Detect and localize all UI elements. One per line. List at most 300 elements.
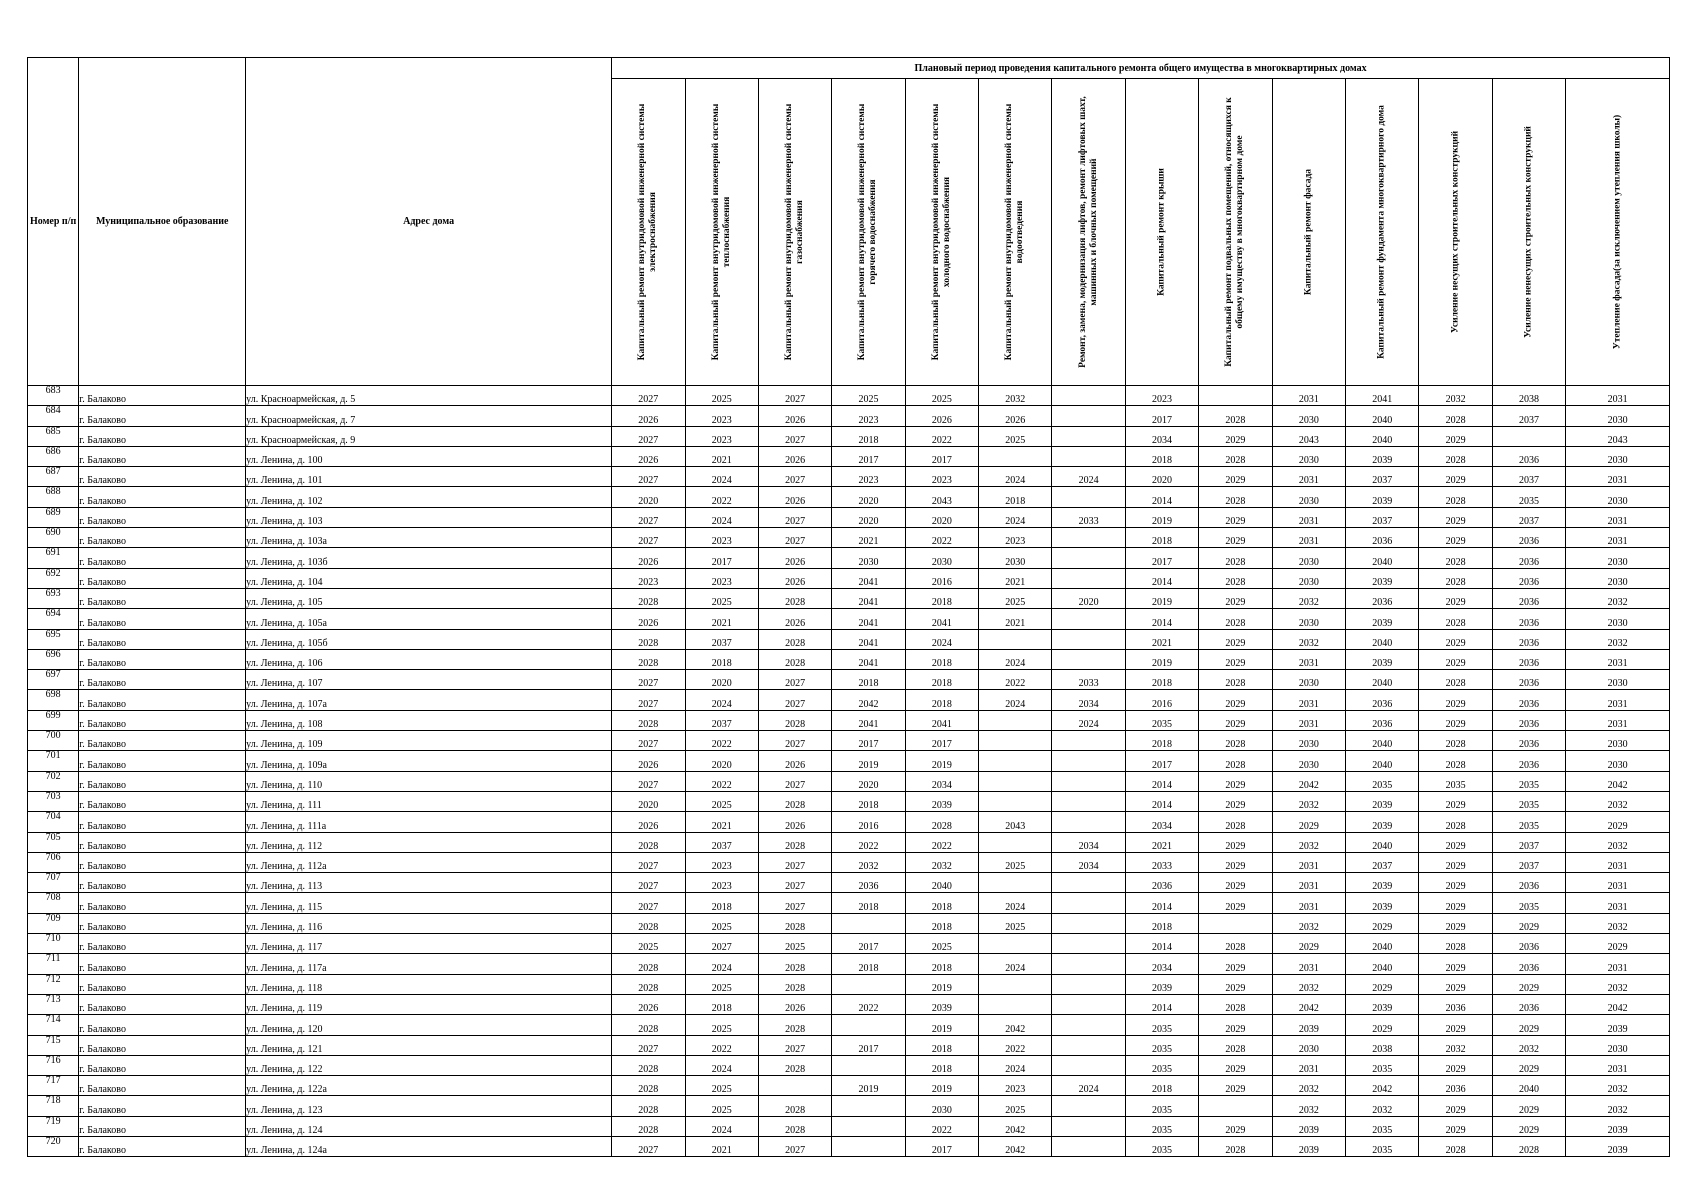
municipality-cell: г. Балаково [79,873,246,893]
year-cell: 2035 [1492,812,1565,832]
year-cell: 2029 [1199,771,1272,791]
year-cell: 2014 [1125,791,1198,811]
address-cell: ул. Ленина, д. 106 [246,649,612,669]
year-cell: 2021 [685,1136,758,1156]
year-cell: 2040 [905,873,978,893]
row-number-cell: 709 [28,913,79,933]
year-cell: 2029 [1199,629,1272,649]
year-cell: 2026 [758,609,831,629]
year-cell: 2039 [1346,873,1419,893]
year-cell: 2036 [1492,568,1565,588]
year-cell: 2031 [1566,690,1670,710]
year-cell: 2024 [685,467,758,487]
year-cell: 2020 [905,507,978,527]
year-cell: 2031 [1272,690,1345,710]
year-cell: 2027 [758,386,831,406]
year-cell: 2028 [612,1116,685,1136]
row-number-cell: 690 [28,528,79,548]
year-cell: 2030 [979,548,1052,568]
year-cell: 2024 [979,1055,1052,1075]
year-cell: 2036 [1492,710,1565,730]
municipality-cell: г. Балаково [79,690,246,710]
header-work-label: Капитальный ремонт крыши [1156,168,1167,296]
year-cell [1199,1096,1272,1116]
year-cell: 2032 [1419,1035,1492,1055]
year-cell: 2030 [1272,568,1345,588]
year-cell: 2023 [685,568,758,588]
year-cell: 2017 [1125,751,1198,771]
year-cell: 2018 [1125,1076,1198,1096]
year-cell: 2030 [1272,670,1345,690]
year-cell: 2014 [1125,994,1198,1014]
year-cell: 2019 [905,751,978,771]
year-cell [1052,954,1125,974]
municipality-cell: г. Балаково [79,994,246,1014]
year-cell: 2028 [1199,1136,1272,1156]
header-work-label: Утепление фасада(за исключением утепления школы) [1612,114,1623,350]
year-cell: 2026 [758,548,831,568]
year-cell: 2029 [1199,588,1272,608]
year-cell: 2027 [612,1035,685,1055]
year-cell: 2036 [832,873,905,893]
address-cell: ул. Ленина, д. 109а [246,751,612,771]
year-cell: 2024 [979,954,1052,974]
municipality-cell: г. Балаково [79,832,246,852]
year-cell: 2029 [1419,893,1492,913]
year-cell: 2035 [1492,771,1565,791]
year-cell: 2028 [1419,751,1492,771]
year-cell: 2028 [1199,670,1272,690]
year-cell: 2032 [1419,386,1492,406]
year-cell: 2038 [1346,1035,1419,1055]
year-cell: 2029 [1419,629,1492,649]
year-cell: 2028 [612,1096,685,1116]
year-cell: 2028 [1199,446,1272,466]
municipality-cell: г. Балаково [79,771,246,791]
year-cell: 2027 [612,426,685,446]
year-cell: 2017 [832,1035,905,1055]
year-cell: 2018 [905,913,978,933]
header-work-1 [612,79,685,386]
year-cell [1052,1055,1125,1075]
year-cell: 2042 [979,1136,1052,1156]
year-cell: 2027 [612,528,685,548]
year-cell: 2024 [1052,467,1125,487]
year-cell: 2036 [1492,588,1565,608]
year-cell: 2028 [758,710,831,730]
table-row [28,731,1670,751]
table-row [28,710,1670,730]
year-cell: 2036 [1492,751,1565,771]
year-cell: 2028 [758,649,831,669]
year-cell: 2023 [832,467,905,487]
year-cell: 2028 [758,1116,831,1136]
year-cell: 2022 [685,1035,758,1055]
year-cell: 2018 [685,649,758,669]
year-cell [1052,1035,1125,1055]
year-cell: 2024 [905,629,978,649]
year-cell: 2027 [758,690,831,710]
year-cell: 2026 [612,812,685,832]
year-cell: 2032 [1272,1096,1345,1116]
year-cell: 2026 [612,406,685,426]
year-cell: 2040 [1346,629,1419,649]
year-cell: 2031 [1272,873,1345,893]
year-cell [979,771,1052,791]
year-cell: 2022 [685,487,758,507]
table-row [28,832,1670,852]
year-cell: 2026 [612,751,685,771]
municipality-cell: г. Балаково [79,649,246,669]
header-work-10 [1272,79,1345,386]
year-cell: 2029 [1419,873,1492,893]
table-row [28,467,1670,487]
year-cell: 2035 [1125,710,1198,730]
year-cell: 2032 [1492,1035,1565,1055]
row-number-cell: 699 [28,710,79,730]
year-cell: 2035 [1492,487,1565,507]
year-cell: 2032 [1272,913,1345,933]
year-cell: 2032 [1272,1076,1345,1096]
row-number-cell: 720 [28,1136,79,1156]
year-cell: 2030 [1566,751,1670,771]
year-cell: 2027 [612,507,685,527]
year-cell: 2032 [1566,913,1670,933]
year-cell [979,934,1052,954]
year-cell: 2025 [979,852,1052,872]
year-cell: 2038 [1492,386,1565,406]
municipality-cell: г. Балаково [79,548,246,568]
year-cell: 2043 [1272,426,1345,446]
year-cell: 2026 [758,446,831,466]
year-cell: 2018 [905,670,978,690]
header-work-13 [1492,79,1565,386]
year-cell: 2014 [1125,487,1198,507]
year-cell: 2023 [979,1076,1052,1096]
municipality-cell: г. Балаково [79,1035,246,1055]
table-row [28,568,1670,588]
year-cell [1052,873,1125,893]
year-cell: 2037 [1492,507,1565,527]
year-cell: 2029 [1419,1055,1492,1075]
year-cell: 2036 [1346,710,1419,730]
address-cell: ул. Ленина, д. 100 [246,446,612,466]
year-cell: 2026 [758,406,831,426]
address-cell: ул. Ленина, д. 105б [246,629,612,649]
year-cell: 2022 [979,1035,1052,1055]
year-cell: 2030 [1272,751,1345,771]
year-cell: 2024 [1052,710,1125,730]
year-cell: 2028 [1419,548,1492,568]
table-row [28,852,1670,872]
year-cell: 2026 [612,548,685,568]
year-cell: 2028 [758,832,831,852]
year-cell: 2036 [1125,873,1198,893]
year-cell: 2030 [1272,1035,1345,1055]
table-row [28,1015,1670,1035]
year-cell: 2025 [685,588,758,608]
year-cell: 2014 [1125,609,1198,629]
year-cell: 2029 [1492,1096,1565,1116]
year-cell: 2018 [1125,446,1198,466]
year-cell: 2021 [832,528,905,548]
year-cell: 2024 [979,649,1052,669]
address-cell: ул. Ленина, д. 111а [246,812,612,832]
year-cell: 2027 [612,852,685,872]
municipality-cell: г. Балаково [79,1136,246,1156]
year-cell: 2022 [832,994,905,1014]
municipality-cell: г. Балаково [79,913,246,933]
year-cell [758,1076,831,1096]
year-cell: 2032 [1566,629,1670,649]
year-cell: 2031 [1566,873,1670,893]
year-cell: 2027 [612,731,685,751]
header-work-label: Капитальный ремонт фасада [1303,168,1314,296]
year-cell: 2036 [1346,588,1419,608]
year-cell [832,1136,905,1156]
year-cell: 2030 [1566,731,1670,751]
year-cell: 2016 [905,568,978,588]
year-cell: 2039 [1346,568,1419,588]
year-cell: 2041 [832,609,905,629]
year-cell: 2029 [1419,1116,1492,1136]
year-cell: 2040 [1346,954,1419,974]
year-cell: 2020 [1052,588,1125,608]
year-cell: 2040 [1346,731,1419,751]
year-cell [1199,386,1272,406]
year-cell: 2018 [832,893,905,913]
year-cell: 2021 [685,812,758,832]
year-cell [1052,913,1125,933]
year-cell: 2042 [1566,994,1670,1014]
year-cell: 2030 [1566,609,1670,629]
year-cell: 2031 [1566,386,1670,406]
year-cell: 2034 [1125,954,1198,974]
municipality-cell: г. Балаково [79,812,246,832]
year-cell: 2018 [832,426,905,446]
year-cell: 2040 [1346,832,1419,852]
table-row [28,446,1670,466]
year-cell: 2027 [612,670,685,690]
address-cell: ул. Ленина, д. 123 [246,1096,612,1116]
year-cell: 2019 [905,974,978,994]
year-cell: 2023 [685,426,758,446]
year-cell: 2030 [1566,548,1670,568]
municipality-cell: г. Балаково [79,954,246,974]
address-cell: ул. Ленина, д. 103а [246,528,612,548]
year-cell: 2020 [1125,467,1198,487]
address-cell: ул. Ленина, д. 120 [246,1015,612,1035]
year-cell: 2039 [905,791,978,811]
year-cell: 2037 [1346,507,1419,527]
year-cell: 2025 [685,1096,758,1116]
year-cell: 2027 [758,771,831,791]
year-cell: 2036 [1492,446,1565,466]
address-cell: ул. Ленина, д. 101 [246,467,612,487]
year-cell: 2031 [1566,467,1670,487]
year-cell: 2039 [1272,1015,1345,1035]
year-cell [979,873,1052,893]
year-cell: 2031 [1272,507,1345,527]
table-row [28,548,1670,568]
year-cell: 2029 [1419,467,1492,487]
table-row [28,954,1670,974]
year-cell: 2020 [685,751,758,771]
year-cell: 2026 [758,751,831,771]
address-cell: ул. Ленина, д. 122а [246,1076,612,1096]
table-row [28,771,1670,791]
year-cell [832,1116,905,1136]
address-cell: ул. Ленина, д. 121 [246,1035,612,1055]
year-cell: 2018 [832,954,905,974]
year-cell: 2039 [1346,609,1419,629]
year-cell: 2014 [1125,568,1198,588]
year-cell: 2039 [1272,1136,1345,1156]
year-cell: 2036 [1492,690,1565,710]
header-work-label: Ремонт, замена, модернизация лифтов, ремонт лифтовых шахт, машинных и блочных помещений [1077,96,1099,368]
year-cell: 2028 [1199,1035,1272,1055]
year-cell [1052,751,1125,771]
year-cell: 2028 [1199,994,1272,1014]
year-cell: 2025 [685,1076,758,1096]
table-row [28,386,1670,406]
row-number-cell: 701 [28,751,79,771]
year-cell: 2025 [832,386,905,406]
header-work-2 [685,79,758,386]
year-cell: 2023 [612,568,685,588]
year-cell: 2030 [905,548,978,568]
year-cell: 2017 [685,548,758,568]
year-cell: 2032 [1272,791,1345,811]
header-address: Адрес дома [246,58,612,386]
year-cell [979,751,1052,771]
year-cell: 2028 [758,588,831,608]
row-number-cell: 714 [28,1015,79,1035]
year-cell: 2029 [1199,1116,1272,1136]
table-row [28,1116,1670,1136]
year-cell: 2030 [1272,487,1345,507]
year-cell: 2025 [685,913,758,933]
year-cell [1052,548,1125,568]
year-cell: 2022 [905,426,978,446]
year-cell: 2028 [1419,609,1492,629]
year-cell: 2017 [905,731,978,751]
year-cell: 2031 [1566,710,1670,730]
year-cell: 2043 [979,812,1052,832]
year-cell [832,1055,905,1075]
year-cell [979,974,1052,994]
address-cell: ул. Ленина, д. 118 [246,974,612,994]
year-cell: 2017 [832,446,905,466]
address-cell: ул. Красноармейская, д. 7 [246,406,612,426]
year-cell: 2027 [758,873,831,893]
address-cell: ул. Ленина, д. 111 [246,791,612,811]
year-cell: 2036 [1492,649,1565,669]
municipality-cell: г. Балаково [79,710,246,730]
year-cell: 2029 [1199,690,1272,710]
year-cell: 2029 [1199,873,1272,893]
year-cell: 2018 [979,487,1052,507]
municipality-cell: г. Балаково [79,487,246,507]
table-row [28,812,1670,832]
municipality-cell: г. Балаково [79,467,246,487]
year-cell: 2027 [758,467,831,487]
year-cell: 2040 [1492,1076,1565,1096]
row-number-cell: 702 [28,771,79,791]
year-cell: 2027 [612,771,685,791]
row-number-cell: 717 [28,1076,79,1096]
year-cell: 2024 [979,893,1052,913]
municipality-cell: г. Балаково [79,893,246,913]
year-cell: 2029 [1199,507,1272,527]
year-cell [1052,791,1125,811]
year-cell: 2040 [1346,548,1419,568]
year-cell [1052,487,1125,507]
year-cell: 2034 [905,771,978,791]
year-cell: 2027 [612,1136,685,1156]
year-cell [979,710,1052,730]
year-cell: 2024 [979,690,1052,710]
year-cell: 2026 [758,487,831,507]
year-cell: 2025 [979,1096,1052,1116]
year-cell [1052,609,1125,629]
year-cell: 2040 [1346,670,1419,690]
year-cell: 2028 [1419,446,1492,466]
address-cell: ул. Ленина, д. 107 [246,670,612,690]
year-cell: 2027 [758,893,831,913]
year-cell: 2029 [1199,832,1272,852]
year-cell: 2031 [1566,1055,1670,1075]
year-cell: 2014 [1125,893,1198,913]
year-cell: 2029 [1199,954,1272,974]
table-row [28,1096,1670,1116]
address-cell: ул. Ленина, д. 117 [246,934,612,954]
municipality-cell: г. Балаково [79,934,246,954]
year-cell: 2037 [1346,467,1419,487]
year-cell: 2029 [1419,832,1492,852]
municipality-cell: г. Балаково [79,609,246,629]
year-cell: 2030 [1272,548,1345,568]
row-number-cell: 704 [28,812,79,832]
year-cell: 2035 [1125,1116,1198,1136]
year-cell: 2025 [905,386,978,406]
year-cell: 2032 [1566,1096,1670,1116]
year-cell: 2035 [1125,1015,1198,1035]
year-cell: 2018 [1125,731,1198,751]
year-cell: 2019 [1125,649,1198,669]
year-cell: 2029 [1492,1055,1565,1075]
year-cell [1052,1136,1125,1156]
address-cell: ул. Ленина, д. 112а [246,852,612,872]
year-cell: 2029 [1199,852,1272,872]
year-cell: 2029 [1492,1116,1565,1136]
year-cell: 2029 [1199,1055,1272,1075]
year-cell: 2029 [1419,974,1492,994]
year-cell: 2029 [1346,913,1419,933]
year-cell: 2030 [1566,406,1670,426]
year-cell: 2024 [685,1116,758,1136]
year-cell: 2039 [1566,1015,1670,1035]
year-cell: 2026 [758,568,831,588]
year-cell: 2029 [1419,690,1492,710]
year-cell: 2041 [832,588,905,608]
year-cell: 2040 [1346,426,1419,446]
year-cell: 2030 [1272,731,1345,751]
year-cell: 2027 [758,528,831,548]
year-cell: 2041 [1346,386,1419,406]
year-cell: 2028 [1199,487,1272,507]
year-cell: 2027 [758,731,831,751]
